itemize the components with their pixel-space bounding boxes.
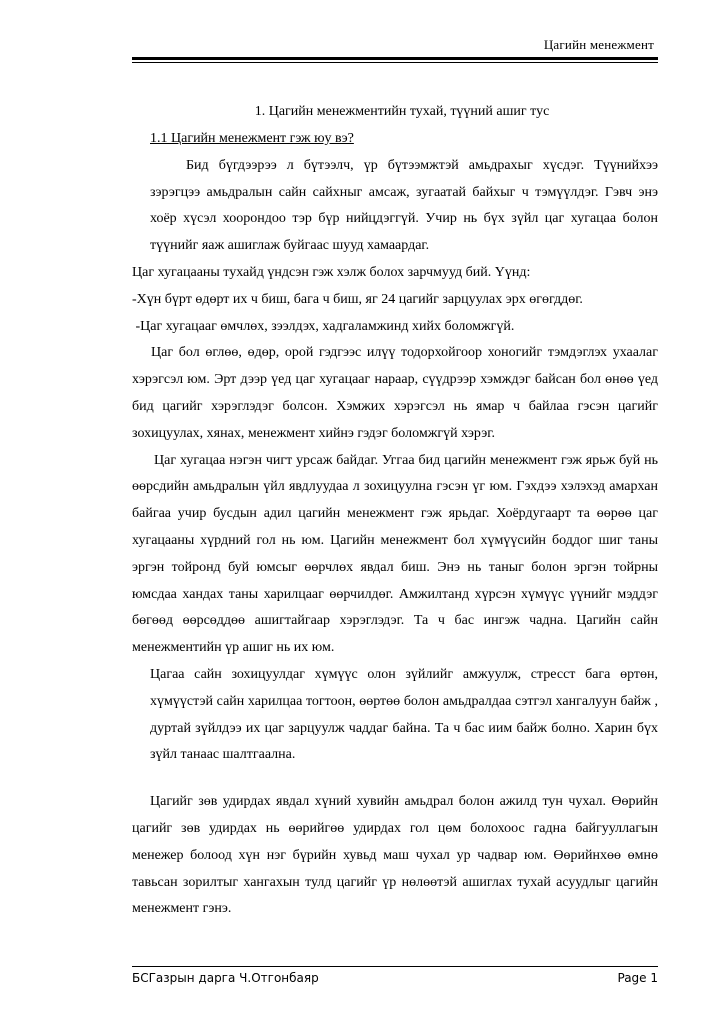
section-heading: 1. Цагийн менежментийн тухай, түүний ашиг тус bbox=[254, 104, 550, 119]
paragraph-gap bbox=[132, 769, 658, 789]
paragraph-6: Цаг хугацаа нэгэн чигт урсаж байдаг. Уггаа бид цагийн менежмент гэж ярьж буй нь өөрсдийн амьдралын үйл явдлуудаа л зохицуулна гэсэн үг юм. Гэхдээ хэлэхэд амархан байгаа учир бусдын адил цагийн менежмент гэж ярьдаг. Хоёрдугаарт та өөрөө цаг хугацааны хүрдний гол нь юм. Цагийн менежмент бол хүмүүсийн боддог шиг таны эргэн тойронд буй юмсыг өөрчлөх явдал биш. Энэ нь таныг болон эргэн тойрны юмсдаа хандах таны харилцааг өөрчилдөг. Амжилтанд хүрсэн хүмүүс үүнийг мэддэг бөгөөд өөрсөддөө ашигтайгаар хэрэглэдэг. Та ч бас ингэж чадна. Цагийн сайн менежментийн үр ашиг нь их юм. bbox=[132, 452, 658, 656]
subsection-heading bbox=[132, 126, 658, 153]
subsection-number: 1.1 bbox=[150, 131, 171, 146]
paragraph-7: Цагаа сайн зохицуулдаг хүмүүс олон зүйлийг амжуулж, стресст бага өртөн, хүмүүстэй сайн харилцаа тогтоон, өөртөө болон амьдралдаа сэтгэл хангалуун байж , дуртай зүйлдээ их цаг зарцуулж чаддаг байна. Та ч бас иим байж болно. Харин бүх зүйл танаас шалтгаална. bbox=[150, 666, 658, 763]
paragraph-3: -Хүн бүрт өдөрт их ч биш, бага ч биш, яг 24 цагийг зарцуулах эрх өгөгддөг. bbox=[132, 291, 583, 307]
page-number: Page 1 bbox=[617, 971, 658, 985]
footer-rule bbox=[132, 966, 658, 967]
paragraph-5: Цаг бол өглөө, өдөр, орой гэдгээс илүү тодорхойгоор хоногийг тэмдэглэх ухаалаг хэрэгсэл юм. Эрт дээр үед цаг хугацааг нараар, сүүдрээр хэмждэг байсан бол өнөө үед бид цагийг хэрэглэдэг болсон. Хэмжих хэрэгсэл нь ямар ч байлаа гэсэн цагийг зохицуулах, хянах, менежмент хийнэ гэдэг боломжгүй хэрэг. bbox=[132, 345, 658, 441]
paragraph-1: Бид бүгдээрээ л бүтээлч, үр бүтээмжтэй амьдрахыг хүсдэг. Түүнийхээ зэрэгцээ амьдралын сайн сайхныг амсаж, зугаатай байхыг ч тэмүүлдэг. Гэвч энэ хоёр хүсэл хоорондоо тэр бүр нийцдэггүй. Учир нь бүх зүйл цаг хугацаа болон түүнийг яаж ашиглаж буйгаас шууд хамаардаг. bbox=[150, 157, 658, 254]
paragraph-2: Цаг хугацааны тухайд үндсэн гэж хэлж болох зарчмууд бий. Үүнд: bbox=[132, 264, 531, 280]
paragraph-4: -Цаг хугацааг өмчлөх, зээлдэх, хадгаламжинд хийх боломжгүй. bbox=[132, 318, 515, 334]
header-rule-thin bbox=[132, 62, 658, 63]
running-header: Цагийн менежмент bbox=[543, 37, 654, 52]
document-body bbox=[132, 99, 658, 923]
footer-author: БСГазрын дарга Ч.Отгонбаяр bbox=[132, 971, 319, 985]
subsection-title: Цагийн менежмент гэж юу вэ? bbox=[171, 131, 354, 146]
paragraph-8: Цагийг зөв удирдах явдал хүний хувийн амьдрал болон ажилд тун чухал. Өөрийн цагийг зөв удирдах нь өөрийгөө удирдах гол цөм болохоос гадна байгууллагын менежер болоод хүн нэг бүрийн хувьд маш чухал ур чадвар юм. Өөрийнхөө өмнө тавьсан зорилтыг хангахын тулд цагийг үр нөлөөтэй ашиглах тухай асуудлыг цагийн менежмент гэнэ. bbox=[132, 794, 658, 917]
header-rule bbox=[132, 57, 658, 60]
